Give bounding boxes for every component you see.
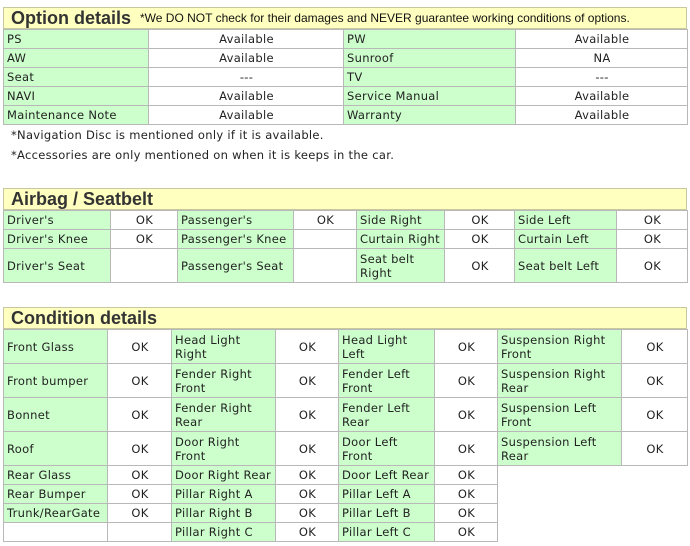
table-row	[4, 30, 688, 49]
value-rear-glass: OK	[108, 466, 172, 485]
value-service-manual: Available	[516, 87, 688, 106]
value-suspension-left-rear: OK	[622, 432, 688, 466]
value-driver-s: OK	[111, 211, 178, 230]
table-row	[4, 432, 688, 466]
value-driver-s-seat	[111, 249, 178, 283]
airbag-section	[3, 188, 687, 283]
value-fender-left-front: OK	[435, 364, 498, 398]
label-ps: PS	[4, 30, 149, 49]
label-pillar-left-c: Pillar Left C	[339, 523, 435, 542]
label-suspension-right-rear: Suspension Right Rear	[498, 364, 622, 398]
table-row	[4, 523, 688, 542]
label-sunroof: Sunroof	[344, 49, 516, 68]
table-row	[4, 106, 688, 125]
empty-cell	[498, 485, 622, 504]
table-row	[4, 230, 688, 249]
label-suspension-left-rear: Suspension Left Rear	[498, 432, 622, 466]
label-seat-belt-left: Seat belt Left	[515, 249, 617, 283]
table-row	[4, 49, 688, 68]
label-passenger-s-seat: Passenger's Seat	[178, 249, 294, 283]
section-title: Condition details	[11, 307, 157, 328]
label-front-bumper: Front bumper	[4, 364, 108, 398]
label-fender-right-rear: Fender Right Rear	[172, 398, 276, 432]
value-roof: OK	[108, 432, 172, 466]
value-fender-right-rear: OK	[276, 398, 339, 432]
value-seat: ---	[149, 68, 344, 87]
label-driver-s-seat: Driver's Seat	[4, 249, 111, 283]
value-door-right-rear: OK	[276, 466, 339, 485]
value-fender-left-rear: OK	[435, 398, 498, 432]
note-accessories: *Accessories are only mentioned on when it is keeps in the car.	[11, 148, 395, 162]
table-row	[4, 398, 688, 432]
label-navi: NAVI	[4, 87, 149, 106]
table-row	[4, 68, 688, 87]
label-pillar-left-b: Pillar Left B	[339, 504, 435, 523]
option-notes	[11, 128, 394, 162]
label-pw: PW	[344, 30, 516, 49]
label-pillar-right-a: Pillar Right A	[172, 485, 276, 504]
label-fender-right-front: Fender Right Front	[172, 364, 276, 398]
label-driver-s-knee: Driver's Knee	[4, 230, 111, 249]
empty-cell	[498, 523, 622, 542]
value-pillar-right-b: OK	[276, 504, 339, 523]
value-door-right-front: OK	[276, 432, 339, 466]
value-pillar-right-a: OK	[276, 485, 339, 504]
label-rear-glass: Rear Glass	[4, 466, 108, 485]
value-pillar-left-b: OK	[435, 504, 498, 523]
value-fender-right-front: OK	[276, 364, 339, 398]
value-rear-bumper: OK	[108, 485, 172, 504]
condition-section	[3, 307, 687, 542]
label-head-light-right: Head Light Right	[172, 330, 276, 364]
condition-table	[3, 329, 688, 542]
value-side-left: OK	[617, 211, 688, 230]
value-head-light-left: OK	[435, 330, 498, 364]
empty-cell	[4, 523, 108, 542]
value-tv: ---	[516, 68, 688, 87]
value-maintenance-note: Available	[149, 106, 344, 125]
label-roof: Roof	[4, 432, 108, 466]
label-tv: TV	[344, 68, 516, 87]
label-pillar-left-a: Pillar Left A	[339, 485, 435, 504]
value-curtain-right: OK	[445, 230, 515, 249]
value-door-left-rear: OK	[435, 466, 498, 485]
value-warranty: Available	[516, 106, 688, 125]
table-row	[4, 211, 688, 230]
table-row	[4, 466, 688, 485]
value-pillar-left-c: OK	[435, 523, 498, 542]
value-suspension-right-front: OK	[622, 330, 688, 364]
label-pillar-right-c: Pillar Right C	[172, 523, 276, 542]
empty-cell	[622, 485, 688, 504]
value-pillar-right-c: OK	[276, 523, 339, 542]
label-door-right-front: Door Right Front	[172, 432, 276, 466]
value-cell	[108, 523, 172, 542]
value-pillar-left-a: OK	[435, 485, 498, 504]
option-table	[3, 29, 688, 125]
table-row	[4, 364, 688, 398]
label-side-left: Side Left	[515, 211, 617, 230]
label-aw: AW	[4, 49, 149, 68]
note-navigation: *Navigation Disc is mentioned only if it is available.	[11, 128, 324, 142]
empty-cell	[498, 466, 622, 485]
label-pillar-right-b: Pillar Right B	[172, 504, 276, 523]
airbag-table	[3, 210, 688, 283]
value-passenger-s-seat	[294, 249, 357, 283]
label-bonnet: Bonnet	[4, 398, 108, 432]
option-details-header	[3, 7, 687, 29]
label-suspension-left-front: Suspension Left Front	[498, 398, 622, 432]
label-front-glass: Front Glass	[4, 330, 108, 364]
section-title: Option details	[11, 7, 132, 28]
label-driver-s: Driver's	[4, 211, 111, 230]
value-seat-belt-left: OK	[617, 249, 688, 283]
empty-cell	[622, 504, 688, 523]
label-trunk-reargate: Trunk/RearGate	[4, 504, 108, 523]
table-row	[4, 87, 688, 106]
label-suspension-right-front: Suspension Right Front	[498, 330, 622, 364]
value-head-light-right: OK	[276, 330, 339, 364]
label-side-right: Side Right	[357, 211, 445, 230]
label-warranty: Warranty	[344, 106, 516, 125]
label-curtain-right: Curtain Right	[357, 230, 445, 249]
value-pw: Available	[516, 30, 688, 49]
label-maintenance-note: Maintenance Note	[4, 106, 149, 125]
condition-header	[3, 307, 687, 329]
label-service-manual: Service Manual	[344, 87, 516, 106]
value-sunroof: NA	[516, 49, 688, 68]
airbag-header	[3, 188, 687, 210]
option-notice: *We DO NOT check for their damages and NEVER guarantee working conditions of options.	[140, 11, 630, 25]
value-aw: Available	[149, 49, 344, 68]
label-passenger-s-knee: Passenger's Knee	[178, 230, 294, 249]
label-door-right-rear: Door Right Rear	[172, 466, 276, 485]
value-front-bumper: OK	[108, 364, 172, 398]
value-navi: Available	[149, 87, 344, 106]
value-curtain-left: OK	[617, 230, 688, 249]
label-fender-left-rear: Fender Left Rear	[339, 398, 435, 432]
label-head-light-left: Head Light Left	[339, 330, 435, 364]
value-driver-s-knee: OK	[111, 230, 178, 249]
label-curtain-left: Curtain Left	[515, 230, 617, 249]
value-suspension-right-rear: OK	[622, 364, 688, 398]
table-row	[4, 249, 688, 283]
empty-cell	[622, 523, 688, 542]
section-title: Airbag / Seatbelt	[11, 188, 154, 209]
empty-cell	[498, 504, 622, 523]
value-front-glass: OK	[108, 330, 172, 364]
table-row	[4, 504, 688, 523]
value-passenger-s-knee	[294, 230, 357, 249]
label-passenger-s: Passenger's	[178, 211, 294, 230]
value-suspension-left-front: OK	[622, 398, 688, 432]
value-bonnet: OK	[108, 398, 172, 432]
value-door-left-front: OK	[435, 432, 498, 466]
value-seat-belt-right: OK	[445, 249, 515, 283]
option-details-section	[3, 7, 687, 125]
value-side-right: OK	[445, 211, 515, 230]
empty-cell	[622, 466, 688, 485]
label-seat-belt-right: Seat belt Right	[357, 249, 445, 283]
label-rear-bumper: Rear Bumper	[4, 485, 108, 504]
table-row	[4, 330, 688, 364]
value-ps: Available	[149, 30, 344, 49]
label-fender-left-front: Fender Left Front	[339, 364, 435, 398]
value-passenger-s: OK	[294, 211, 357, 230]
value-trunk-reargate: OK	[108, 504, 172, 523]
label-door-left-rear: Door Left Rear	[339, 466, 435, 485]
label-door-left-front: Door Left Front	[339, 432, 435, 466]
label-seat: Seat	[4, 68, 149, 87]
table-row	[4, 485, 688, 504]
